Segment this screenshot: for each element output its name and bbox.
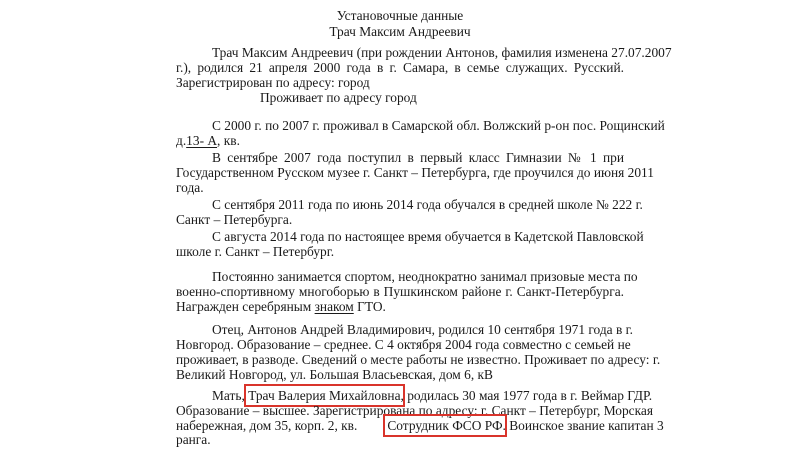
intro-line-4: Проживает по адресу город [260,90,417,105]
sport-award-prefix: Награжден серебряным [176,299,315,314]
father-line-1: Отец, Антонов Андрей Владимирович, родился 10 сентября 1971 года в г. [212,322,633,337]
mother-rank: . Воинское звание капитан 3 [502,418,664,433]
mother-employer-highlighted: Сотрудник ФСО РФ [387,418,503,433]
mother-line-2: Образование – высшее. Зарегистрирована по адресу: г. Санкт – Петербург, Морская [176,403,654,418]
history-p2-line-3: года. [176,180,204,195]
mother-line-1 [212,388,652,404]
mother-label: Мать, [212,388,249,403]
father-line-2: Новгород. Образование – среднее. С 4 октября 2004 года совместно с семьей не [176,337,631,352]
history-p1-line-1: С 2000 г. по 2007 г. проживал в Самарской обл. Волжский р-он пос. Рощинский [212,118,665,133]
sport-line-3 [176,299,386,315]
document-subtitle: Трач Максим Андреевич [329,24,471,39]
mother-name-highlighted: Трач Валерия Михайловна [248,388,401,403]
sport-award-badge: знаком [314,299,354,314]
sport-line-1: Постоянно занимается спортом, неоднократно занимал призовые места по [212,269,638,284]
history-house-suffix: , кв. [217,133,240,148]
sport-line-2: военно-спортивному многоборью в Пушкинском районе г. Санкт-Петербурга. [176,284,624,299]
father-line-3: проживает, в разводе. Сведений о месте работы не известно. Проживает по адресу: г. [176,352,661,367]
sport-award-suffix: ГТО. [353,299,386,314]
history-p4-line-1: С августа 2014 года по настоящее время обучается в Кадетской Павловской [212,229,644,244]
history-p4-line-2: школе г. Санкт – Петербург. [176,244,335,259]
intro-line-2: г.), родился 21 апреля 2000 года в г. Самара, в семье служащих. Русский. [176,60,624,75]
history-p2-line-2: Государственном Русском музее г. Санкт – Петербурга, где проучился до июня 2011 [176,165,654,180]
mother-birth-info: , родилась 30 мая 1977 года в г. Веймар ГДР. [400,388,653,403]
history-house-prefix: д. [176,133,187,148]
father-line-4: Великий Новгород, ул. Большая Власьевская, дом 6, кВ [176,367,493,382]
history-house-number: 13- А [186,133,218,148]
history-p2-line-1: В сентябре 2007 года поступил в первый класс Гимназии № 1 при [212,150,624,165]
mother-address: набережная, дом 35, корп. 2, кв. [176,418,358,433]
history-p1-line-2 [176,133,240,149]
document-title: Установочные данные [336,8,464,23]
mother-line-4: ранга. [176,432,211,447]
history-p3-line-2: Санкт – Петербурга. [176,212,293,227]
intro-line-3: Зарегистрирован по адресу: город [176,75,370,90]
mother-line-3 [176,418,664,434]
intro-line-1: Трач Максим Андреевич (при рождении Антонов, фамилия изменена 27.07.2007 [212,45,672,60]
history-p3-line-1: С сентября 2011 года по июнь 2014 года обучался в средней школе № 222 г. [212,197,643,212]
